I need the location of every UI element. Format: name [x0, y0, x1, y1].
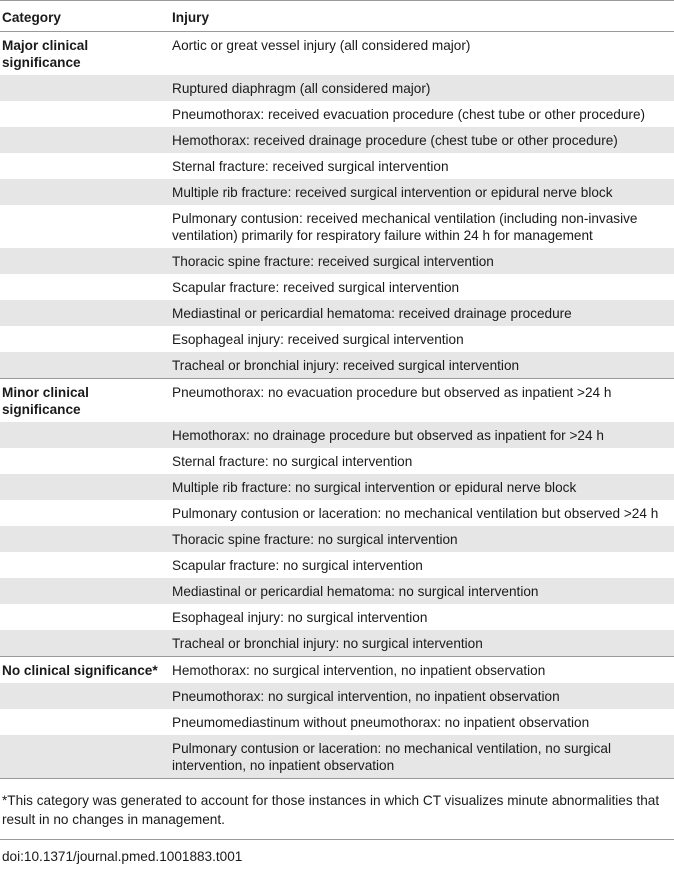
category-cell-empty: [0, 474, 166, 500]
table-row: [0, 474, 674, 500]
injury-cell: Scapular fracture: received surgical intervention: [172, 280, 460, 295]
injury-cell: Ruptured diaphragm (all considered major): [166, 75, 674, 101]
category-cell-empty: [0, 300, 166, 326]
injury-cell: Tracheal or bronchial injury: received surgical intervention: [166, 352, 674, 379]
table-row: [0, 101, 674, 127]
table-row: [0, 683, 674, 709]
table-row: [0, 352, 674, 379]
injury-cell: Hemothorax: no surgical intervention, no inpatient observation: [166, 657, 674, 684]
injury-cell: Hemothorax: no drainage procedure but observed as inpatient for >24 h: [166, 422, 674, 448]
category-cell-empty: [0, 578, 166, 604]
injury-cell: Thoracic spine fracture: no surgical intervention: [166, 526, 674, 552]
category-cell-empty: [0, 274, 166, 300]
table-row: [0, 300, 674, 326]
category-cell: Minor clinical significance: [0, 379, 166, 423]
injury-cell: Mediastinal or pericardial hematoma: received drainage procedure: [166, 300, 674, 326]
table-header-row: [0, 1, 674, 32]
doi-line: doi:10.1371/journal.pmed.1001883.t001: [2, 849, 243, 864]
table-footnote: *This category was generated to account for those instances in which CT visualizes minute abnormalities that result in no changes in management.: [0, 779, 674, 840]
injury-cell: Pneumothorax: no evacuation procedure but observed as inpatient >24 h: [166, 379, 674, 423]
injury-cell: Pneumothorax: no surgical intervention, no inpatient observation: [166, 683, 674, 709]
category-cell-empty: [0, 422, 166, 448]
table-row: [0, 709, 674, 735]
table-row: [0, 75, 674, 101]
table-row: [0, 657, 674, 684]
table-row: [0, 32, 674, 76]
table-row: [0, 127, 674, 153]
injury-cell: Sternal fracture: no surgical intervention: [172, 454, 413, 469]
table-row: [0, 205, 674, 248]
category-cell-empty: [0, 101, 166, 127]
injury-cell: Multiple rib fracture: no surgical intervention or epidural nerve block: [166, 474, 674, 500]
category-cell: No clinical significance*: [0, 657, 166, 684]
category-cell-empty: [0, 205, 166, 248]
table-row: [0, 448, 674, 474]
table-row: [0, 422, 674, 448]
table-body: [0, 32, 674, 779]
category-cell-empty: [0, 735, 166, 779]
table-row: [0, 526, 674, 552]
category-cell-empty: [0, 500, 166, 526]
table-row: [0, 604, 674, 630]
injury-cell: Hemothorax: received drainage procedure (chest tube or other procedure): [166, 127, 674, 153]
injury-cell: Aortic or great vessel injury (all considered major): [166, 32, 674, 76]
injury-cell: Pneumothorax: received evacuation procedure (chest tube or other procedure): [172, 107, 646, 122]
table-row: [0, 735, 674, 779]
injury-cell: Pulmonary contusion: received mechanical ventilation (including non-invasive ventilation) primarily for respiratory failure within 24 h for management: [172, 211, 638, 243]
category-cell-empty: [0, 683, 166, 709]
injury-cell: Tracheal or bronchial injury: no surgical intervention: [166, 630, 674, 657]
table-row: [0, 552, 674, 578]
injury-cell: Multiple rib fracture: received surgical intervention or epidural nerve block: [166, 179, 674, 205]
injury-cell: Mediastinal or pericardial hematoma: no surgical intervention: [166, 578, 674, 604]
injury-cell: Pulmonary contusion or laceration: no mechanical ventilation but observed >24 h: [172, 506, 659, 521]
category-cell: Major clinical significance: [0, 32, 166, 76]
category-cell-empty: [0, 709, 166, 735]
table-row: [0, 274, 674, 300]
table-row: [0, 153, 674, 179]
category-cell-empty: [0, 352, 166, 379]
injury-cell: Esophageal injury: received surgical intervention: [172, 332, 464, 347]
category-cell-empty: [0, 552, 166, 578]
table-row: [0, 630, 674, 657]
category-cell-empty: [0, 630, 166, 657]
category-cell-empty: [0, 127, 166, 153]
category-cell-empty: [0, 248, 166, 274]
injury-cell: Thoracic spine fracture: received surgical intervention: [166, 248, 674, 274]
category-cell-empty: [0, 526, 166, 552]
table-row: [0, 326, 674, 352]
header-category: Category: [0, 1, 166, 32]
category-cell-empty: [0, 448, 166, 474]
injury-cell: Esophageal injury: no surgical intervention: [172, 610, 428, 625]
header-injury: Injury: [166, 1, 674, 32]
injury-cell: Pneumomediastinum without pneumothorax: no inpatient observation: [172, 715, 590, 730]
injury-cell: Sternal fracture: received surgical intervention: [172, 159, 449, 174]
injury-cell: Pulmonary contusion or laceration: no mechanical ventilation, no surgical intervention, no inpatient observation: [166, 735, 674, 779]
table-row: [0, 578, 674, 604]
category-cell-empty: [0, 179, 166, 205]
table-row: [0, 500, 674, 526]
injury-cell: Scapular fracture: no surgical intervention: [172, 558, 423, 573]
category-cell-empty: [0, 326, 166, 352]
table-row: [0, 179, 674, 205]
table-row: [0, 379, 674, 423]
table-row: [0, 248, 674, 274]
category-cell-empty: [0, 75, 166, 101]
category-cell-empty: [0, 604, 166, 630]
category-cell-empty: [0, 153, 166, 179]
